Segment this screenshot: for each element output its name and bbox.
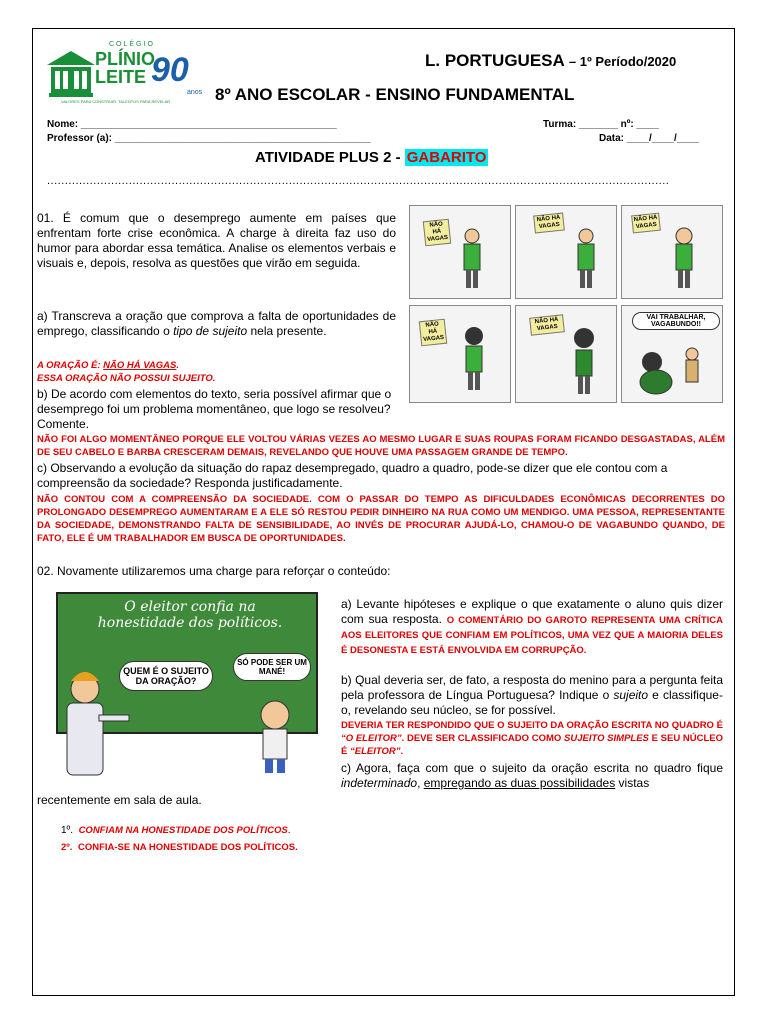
teacher-field: Professor (a): ______________________________________________ bbox=[47, 133, 371, 144]
voter-cartoon bbox=[37, 585, 331, 781]
logo-tagline: VALORES PARA CONSTRUIR, TALENTOS PARA REVELAR bbox=[61, 99, 171, 104]
q2-b-answer: DEVERIA TER RESPONDIDO QUE O SUJEITO DA ORAÇÃO ESCRITA NO QUADRO É “O ELEITOR”. DEVE SER CLASSIFICADO COMO SUJEITO SIMPLES E SEU NÚCLEO É “ELEITOR”. bbox=[341, 720, 723, 757]
logo-small-text: COLÉGIO bbox=[109, 41, 155, 48]
class-field: Turma: _______ nº: ____ bbox=[543, 119, 659, 130]
subject-title: L. PORTUGUESA – 1º Período/2020 bbox=[425, 51, 677, 70]
man-figure-icon bbox=[516, 206, 616, 298]
q2-intro: 02. Novamente utilizaremos uma charge para reforçar o conteúdo: bbox=[37, 564, 391, 578]
cartoon-panel-5: NÃO HÁ VAGAS bbox=[515, 305, 617, 403]
q2-a-answer: O COMENTÁRIO DO GAROTO REPRESENTA UMA CRÍTICA AOS ELEITORES QUE CONFIAM EM POLÍTICOS, UMA VEZ QUE A MAIORIA DELES É DESONESTA E ESTÁ ENVOLVIDA EM CORRUPÇÃO. bbox=[341, 615, 723, 656]
logo-years: 90 bbox=[151, 51, 189, 89]
logo-name-1: PLÍNIO bbox=[95, 49, 156, 69]
cartoon-panel-6 bbox=[621, 305, 723, 403]
q1-c-question: c) Observando a evolução da situação do rapaz desempregado, quadro a quadro, pode-se dizer que ele contou com a compreensão da sociedade? Responda justificadamente. bbox=[37, 461, 668, 490]
q1-c-answer: NÃO CONTOU COM A COMPREENSÃO DA SOCIEDADE. COM O PASSAR DO TEMPO AS DIFICULDADES ECONÔMICAS DECORRENTES DO PROLONGADO DESEMPREGO AUMENTARAM E A ELE SÓ RESTOU PEDIR DINHEIRO NA RUA COMO UM MENDIGO. UMA PESSOA, REPRESENTANTE DA SOCIEDADE, DEMONSTRANDO FALTA DE SENSIBILIDADE, AO INVÉS DE PROCURAR AJUDÁ-LO, CHAMOU-O DE VAGABUNDO QUANDO, DE FATO, ELE É UM TRABALHADOR EM BUSCA DE OPORTUNIDADES. bbox=[37, 494, 725, 544]
cartoon-panel-3: NÃO HÁ VAGAS bbox=[621, 205, 723, 299]
logo-anos: anos bbox=[187, 89, 203, 96]
q1-a-answer: A ORAÇÃO É: NÃO HÁ VAGAS. ESSA ORAÇÃO NÃO POSSUI SUJEITO. bbox=[37, 360, 216, 384]
q2-c-answer-1: 1º. CONFIAM NA HONESTIDADE DOS POLÍTICOS. bbox=[61, 825, 291, 836]
cartoon-speech-bubble: VAI TRABALHAR, VAGABUNDO!! bbox=[632, 312, 720, 330]
period: – 1º Período/2020 bbox=[568, 54, 677, 69]
man-figure-icon bbox=[516, 306, 616, 402]
q2-c-question: c) Agora, faça com que o sujeito da oração escrita no quadro fique indeterminado, empregando as duas possibilidades vistas bbox=[341, 761, 723, 790]
grade-title: 8º ANO ESCOLAR - ENSINO FUNDAMENTAL bbox=[215, 85, 575, 104]
man-figure-icon bbox=[410, 206, 510, 298]
chalkboard-text: O eleitor confia na honestidade dos políticos. bbox=[97, 599, 283, 631]
cartoon-panel-1 bbox=[409, 205, 511, 299]
q2-b-question: b) Qual deveria ser, de fato, a resposta do menino para a pergunta feita pela professora de Língua Portuguesa? Indique o sujeito e classifique-o, revelando seu núcleo, se for possível. bbox=[341, 673, 723, 717]
q2-a-question: a) Levante hipóteses e explique o que exatamente o aluno quis dizer com sua resposta. bbox=[341, 597, 723, 626]
answer-key-label: GABARITO bbox=[406, 149, 487, 166]
q1-intro: 01. É comum que o desemprego aumente em países que enfrentam forte crise econômica. A charge à direita faz uso do humor para abordar essa temática. Analise os elementos verbais e visuais e, depois, resolva as questões que virão em seguida. bbox=[37, 211, 396, 270]
q1-b-question: b) De acordo com elementos do texto, seria possível afirmar que o desemprego foi um problema momentâneo, que logo se resolveu? Comente. bbox=[37, 387, 392, 431]
worksheet-page bbox=[32, 28, 735, 996]
q1-a-question: a) Transcreva a oração que comprova a falta de oportunidades de emprego, classificando o tipo de sujeito nela presente. bbox=[37, 309, 396, 338]
divider-dots: ............................................................................................................................................................................... bbox=[47, 175, 670, 187]
q2-a-block bbox=[341, 597, 723, 657]
man-figure-icon bbox=[410, 306, 510, 402]
beggar-figure-icon bbox=[622, 306, 722, 402]
cartoon-panel-4: NÃO HÁ VAGAS bbox=[409, 305, 511, 403]
logo-name-2: LEITE bbox=[95, 67, 147, 87]
teacher-speech-bubble: QUEM É O SUJEITO DA ORAÇÃO? bbox=[119, 661, 213, 691]
cartoon-panel-2: NÃO HÁ VAGAS bbox=[515, 205, 617, 299]
boy-speech-bubble: SÓ PODE SER UM MANÉ! bbox=[233, 653, 311, 681]
school-logo bbox=[47, 43, 217, 113]
cartoon-sign: NÃO HÁ VAGAS bbox=[423, 219, 451, 247]
name-field: Nome: ______________________________________________ bbox=[47, 119, 337, 130]
q2-c-answer-2: 2º. CONFIA-SE NA HONESTIDADE DOS POLÍTICOS. bbox=[61, 842, 298, 853]
q1-b-answer: NÃO FOI ALGO MOMENTÂNEO PORQUE ELE VOLTOU VÁRIAS VEZES AO MESMO LUGAR E SUAS ROUPAS FORAM FICANDO DESGASTADAS, ALÉM DE SEU CABELO E BARBA CRESCERAM DEMAIS, REVELANDO QUE HOUVE UMA PASSAGEM GRANDE DE TEMPO. bbox=[37, 434, 725, 458]
activity-title: ATIVIDADE PLUS 2 - GABARITO bbox=[255, 149, 487, 166]
man-figure-icon bbox=[622, 206, 722, 298]
date-field: Data: ____/____/____ bbox=[599, 133, 700, 144]
q2-c-question-end: recentemente em sala de aula. bbox=[37, 793, 202, 807]
unemployment-cartoon bbox=[407, 205, 727, 405]
